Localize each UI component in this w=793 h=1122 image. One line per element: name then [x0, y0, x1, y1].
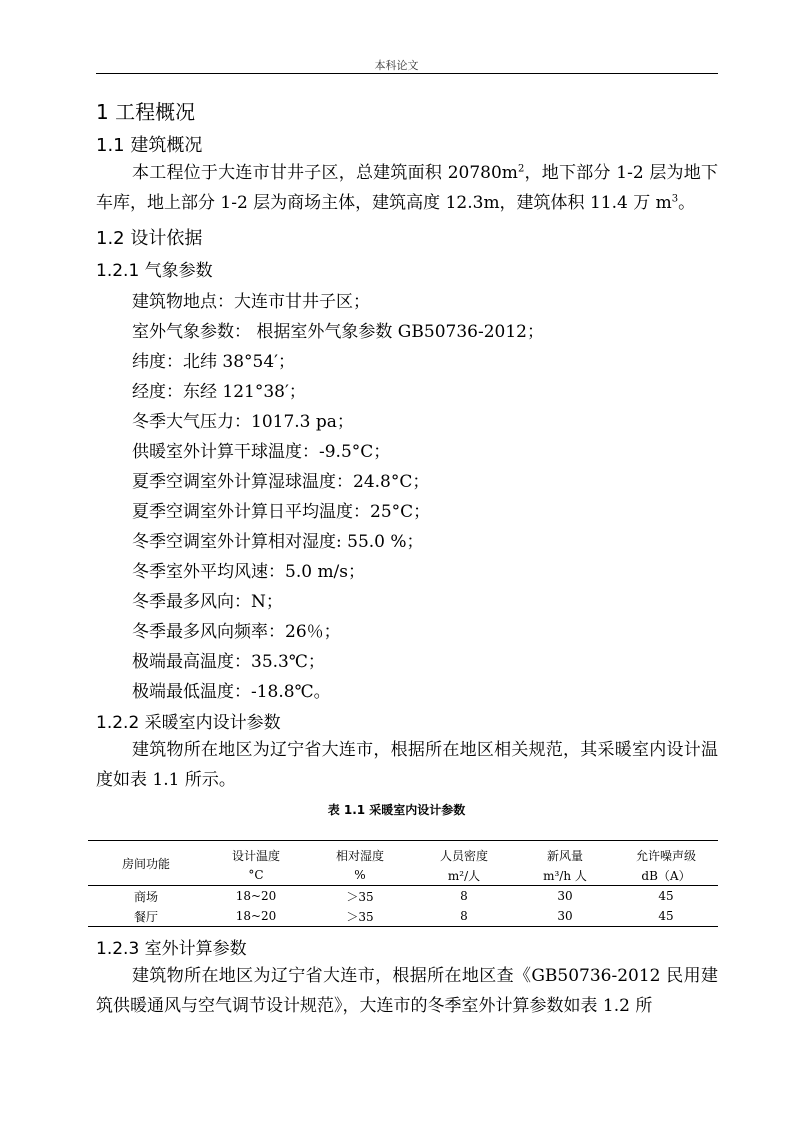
- table-header-cell: 允许噪声级: [614, 841, 718, 866]
- section-1-2-1-heading: 1.2.1 气象参数: [96, 261, 213, 281]
- table-cell: 餐厅: [88, 906, 204, 927]
- table-cell: ＞35: [308, 886, 412, 907]
- param-line: 室外气象参数： 根据室外气象参数 GB50736-2012；: [132, 322, 544, 342]
- param-line: 冬季空调室外计算相对湿度: 55.0 %；: [132, 532, 424, 552]
- param-line: 供暖室外计算干球温度：-9.5°C；: [132, 442, 391, 462]
- param-line: 极端最高温度：35.3℃；: [132, 652, 325, 672]
- param-line: 夏季空调室外计算日平均温度：25°C；: [132, 502, 431, 522]
- table-unit-cell: dB（A）: [641, 868, 691, 883]
- section-1-2-heading: 1.2 设计依据: [96, 228, 203, 249]
- table-header-row: [88, 841, 718, 866]
- table-header-cell: 相对湿度: [308, 841, 412, 866]
- table-cell: 8: [412, 906, 516, 927]
- table-header-cell: 人员密度: [412, 841, 516, 866]
- param-line: 冬季室外平均风速：5.0 m/s；: [132, 562, 366, 582]
- table-cell: 45: [614, 906, 718, 927]
- table-unit-cell: m³/h 人: [543, 868, 587, 883]
- section-1-2-3-heading: 1.2.3 室外计算参数: [96, 939, 247, 959]
- param-line: 极端最低温度：-18.8℃。: [132, 682, 331, 702]
- table-unit-cell: m²/人: [447, 868, 481, 883]
- param-line: 纬度：北纬 38°54′；: [132, 352, 296, 372]
- table-header-cell: 设计温度: [204, 841, 308, 866]
- table-unit-cell: °C: [248, 868, 264, 882]
- table-header-cell: 新风量: [516, 841, 614, 866]
- param-line: 夏季空调室外计算湿球温度：24.8°C；: [132, 472, 430, 492]
- section-1-2-3-paragraph: 建筑物所在地区为辽宁省大连市，根据所在地区查《GB50736-2012 民用建筑供暖通风与空气调节设计规范》，大连市的冬季室外计算参数如表 1.2 所: [96, 966, 718, 1016]
- section-1-1-paragraph: 本工程位于大连市甘井子区，总建筑面积 $20780m^2$，地下部分 1-2 层为地下车库，地上部分 1-2 层为商场主体，建筑高度 12.3m，建筑体积 11.4 万 $m^3$。: [96, 163, 718, 213]
- table-cell: 商场: [88, 886, 204, 907]
- table-row: [88, 906, 718, 927]
- param-line: 冬季最多风向频率：26％；: [132, 622, 341, 642]
- table-header-cell: 房间功能: [88, 841, 204, 886]
- section-1-heading: 1 工程概况: [96, 100, 196, 124]
- table-cell: 18~20: [204, 906, 308, 927]
- page-header: 本科论文: [374, 59, 419, 72]
- param-line: 经度：东经 121°38′；: [132, 382, 306, 402]
- table-cell: 8: [412, 886, 516, 907]
- section-1-1-heading: 1.1 建筑概况: [96, 135, 203, 156]
- table-caption: 表 1.1 采暖室内设计参数: [327, 803, 466, 817]
- indoor-design-table: [88, 840, 718, 927]
- table-cell: ＞35: [308, 906, 412, 927]
- section-1-2-2-paragraph: 建筑物所在地区为辽宁省大连市，根据所在地区相关规范，其采暖室内设计温度如表 1.1 所示。: [96, 740, 718, 790]
- table-cell: 30: [516, 886, 614, 907]
- param-line: 建筑物地点：大连市甘井子区；: [132, 292, 370, 312]
- table-cell: 18~20: [204, 886, 308, 907]
- header-rule: [96, 73, 718, 74]
- param-line: 冬季大气压力：1017.3 pa；: [132, 412, 354, 432]
- table-cell: 45: [614, 886, 718, 907]
- section-1-2-2-heading: 1.2.2 采暖室内设计参数: [96, 713, 281, 733]
- table-cell: 30: [516, 906, 614, 927]
- param-line: 冬季最多风向：N；: [132, 592, 283, 612]
- table-row: [88, 886, 718, 907]
- table-unit-cell: %: [354, 868, 366, 882]
